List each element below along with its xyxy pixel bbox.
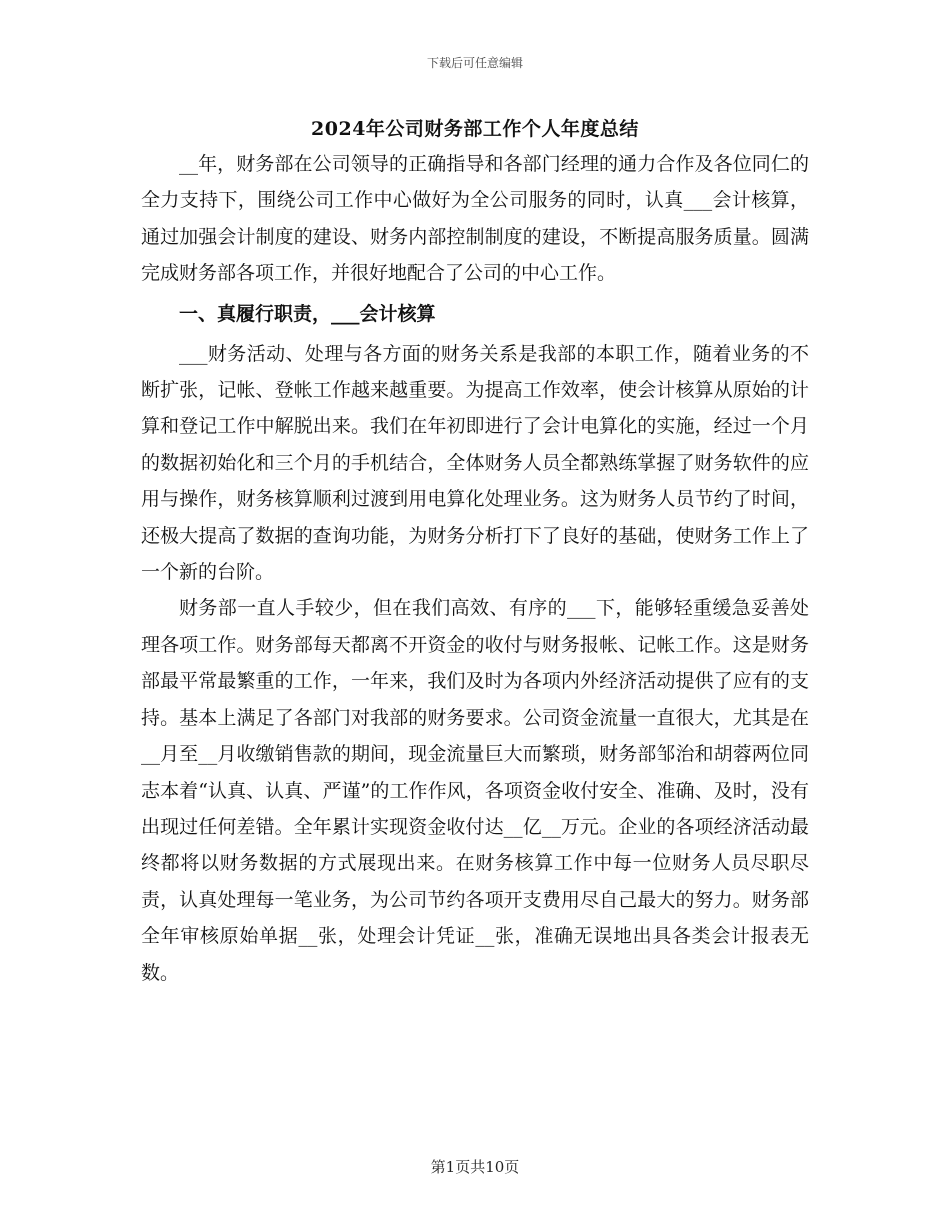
document-body	[141, 146, 809, 991]
paragraph-fund-management: 财务部一直人手较少，但在我们高效、有序的___下，能够轻重缓急妥善处理各项工作。财务部每天都离不开资金的收付与财务报帐、记帐工作。这是财务部最平常最繁重的工作，一年来，我们及时为各项内外经济活动提供了应有的支持。基本上满足了各部门对我部的财务要求。公司资金流量一直很大，尤其是在__月至__月收缴销售款的期间，现金流量巨大而繁琐，财务部邹治和胡蓉两位同志本着“认真、认真、严谨”的工作作风，各项资金收付安全、准确、及时，没有出现过任何差错。全年累计实现资金收付达__亿__万元。企业的各项经济活动最终都将以财务数据的方式展现出来。在财务核算工作中每一位财务人员尽职尽责，认真处理每一笔业务，为公司节约各项开支费用尽自己最大的努力。财务部全年审核原始单据__张，处理会计凭证__张，准确无误地出具各类会计报表无数。	[141, 597, 809, 984]
section-heading-1: 一、真履行职责，___会计核算	[179, 302, 436, 325]
document-title: 2024年公司财务部工作个人年度总结	[311, 118, 639, 140]
page-footer: 第1页共10页	[430, 1158, 520, 1176]
paragraph-intro: __年，财务部在公司领导的正确指导和各部门经理的通力合作及各位同仁的全力支持下，围绕公司工作中心做好为全公司服务的同时，认真___会计核算，通过加强会计制度的建设、财务内部控制制度的建设，不断提高服务质量。圆满完成财务部各项工作，并很好地配合了公司的中心工作。	[141, 153, 809, 285]
paragraph-accounting: ___财务活动、处理与各方面的财务关系是我部的本职工作，随着业务的不断扩张，记帐、登帐工作越来越重要。为提高工作效率，使会计核算从原始的计算和登记工作中解脱出来。我们在年初即进行了会计电算化的实施，经过一个月的数据初始化和三个月的手机结合，全体财务人员全都熟练掌握了财务软件的应用与操作，财务核算顺利过渡到用电算化处理业务。这为财务人员节约了时间，还极大提高了数据的查询功能，为财务分析打下了良好的基础，使财务工作上了一个新的台阶。	[141, 342, 809, 584]
header-note: 下载后可任意编辑	[426, 56, 523, 70]
